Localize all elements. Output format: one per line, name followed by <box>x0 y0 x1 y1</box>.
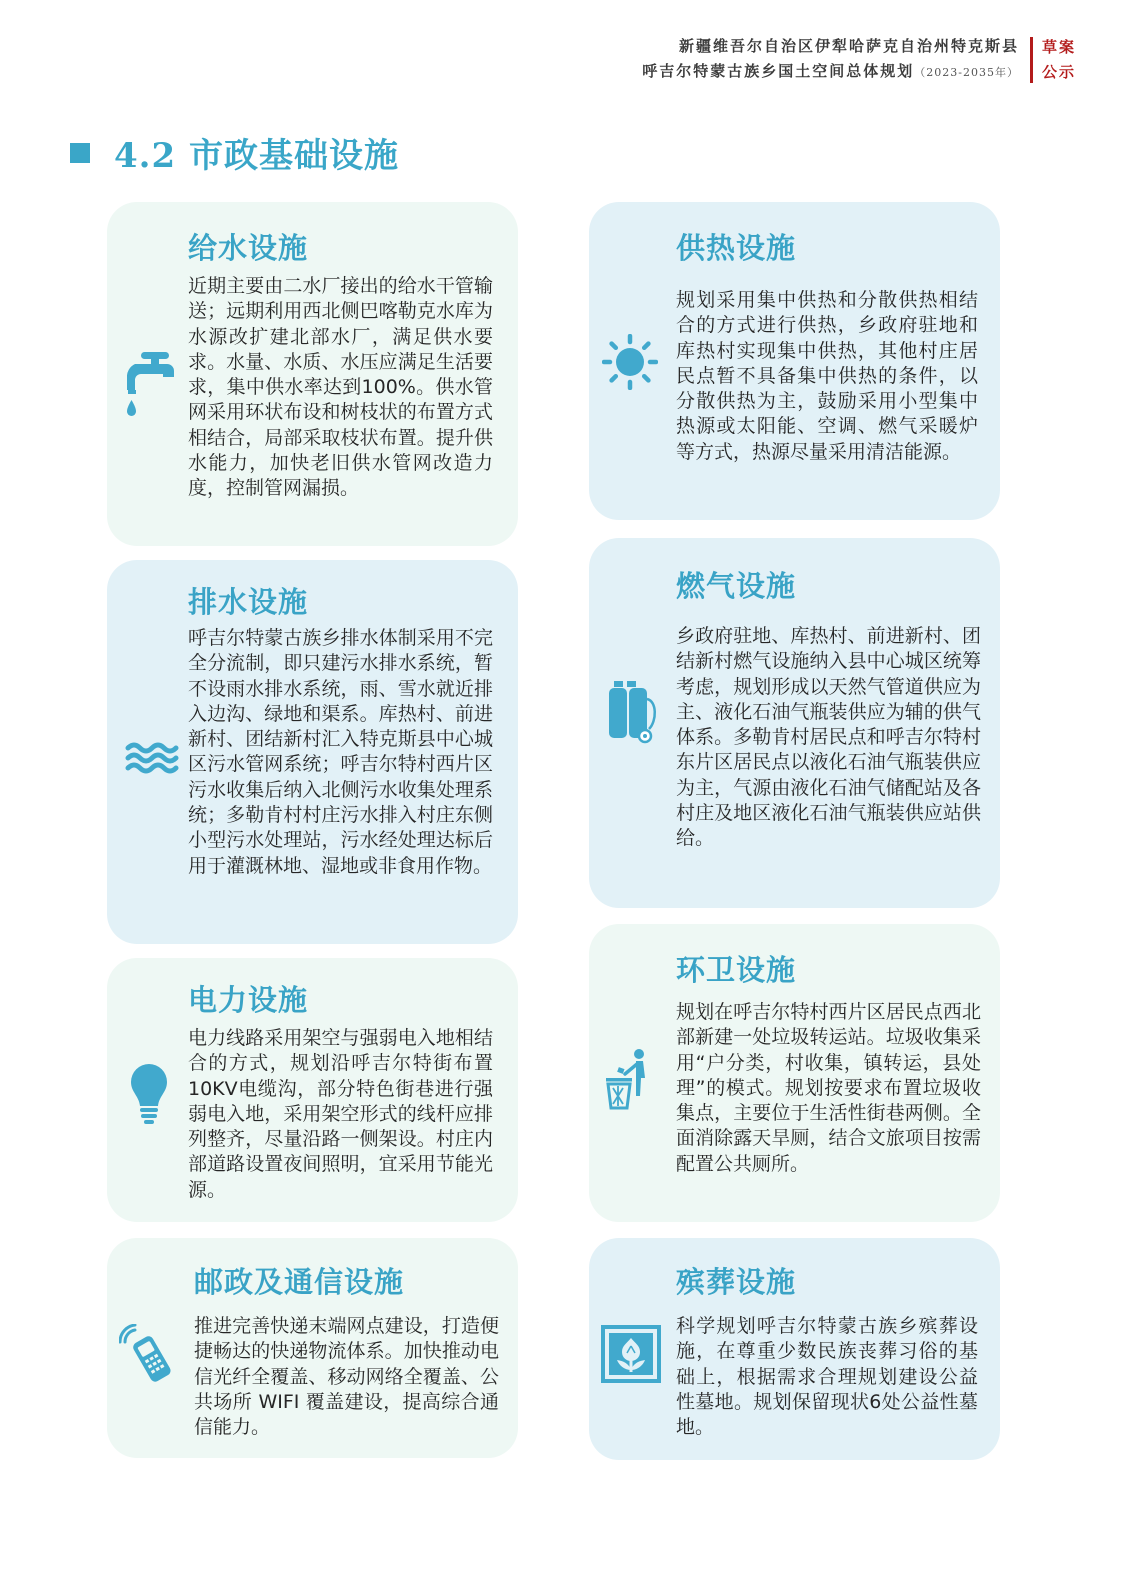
report-title <box>642 34 1019 85</box>
gas-cylinder-icon <box>607 681 657 745</box>
card-title: 殡葬设施 <box>676 1265 797 1299</box>
draft-tag <box>1042 35 1076 85</box>
card-water-supply <box>107 202 518 546</box>
card-title: 排水设施 <box>188 585 309 619</box>
card-telecom <box>107 1238 518 1458</box>
section-square-marker <box>70 143 90 163</box>
card-body: 呼吉尔特蒙古族乡排水体制采用不完全分流制，即只建污水排水系统，暂不设雨水排水系统，雨、雪水就近排入边沟、绿地和渠系。库热村、前进新村、团结新村汇入特克斯县中心城区污水管网系统；呼吉尔特村西片区污水收集后纳入北侧污水收集处理系统；多勒肯村村庄污水排入村庄东侧小型污水处理站，污水经处理达标后用于灌溉林地、湿地或非食用作物。 <box>188 627 493 877</box>
card-drainage <box>107 560 518 944</box>
lightbulb-icon <box>129 1062 169 1126</box>
draft-tag-line2: 公示 <box>1041 62 1076 81</box>
phone-icon <box>119 1324 177 1386</box>
card-body: 乡政府驻地、库热村、前进新村、团结新村燃气设施纳入县中心城区统筹考虑，规划形成以天然气管道供应为主、液化石油气瓶装供应为辅的供气体系。多勒肯村居民点和呼吉尔特村东片区居民点以液化石油气瓶装供应为主，气源由液化石油气储配站及各村庄及地区液化石油气瓶装供应站供给。 <box>676 625 981 850</box>
card-title: 供热设施 <box>676 231 797 265</box>
card-body: 近期主要由二水厂接出的给水干管输送；远期利用西北侧巴喀勒克水库为水源改扩建北部水厂，满足供水要求。水量、水质、水压应满足生活要求，集中供水率达到100%。供水管网采用环状布设和树枝状的布置方式相结合，局部采取枝状布置。提升供水能力，加快老旧供水管网改造力度，控制管网漏损。 <box>188 275 493 500</box>
card-power <box>107 958 518 1222</box>
section-title: 4.2 市政基础设施 <box>114 136 399 176</box>
draft-tag-line1: 草案 <box>1041 37 1076 56</box>
report-title-line2 <box>642 59 1019 85</box>
card-gas <box>589 538 1000 908</box>
card-funeral <box>589 1238 1000 1460</box>
card-heating <box>589 202 1000 520</box>
report-title-line1: 新疆维吾尔自治区伊犁哈萨克自治州特克斯县 <box>678 37 1019 55</box>
card-body: 规划采用集中供热和分散供热相结合的方式进行供热，乡政府驻地和库热村实现集中供热，其他村庄居民点暂不具备集中供热的条件，以分散供热为主，鼓励采用小型集中热源或太阳能、空调、燃气采暖炉等方式，热源尽量采用清洁能源。 <box>676 289 978 463</box>
card-body: 电力线路采用架空与强弱电入地相结合的方式，规划沿呼吉尔特街布置10KV电缆沟，部分特色街巷进行强弱电入地，采用架空形式的线杆应排列整齐，尽量沿路一侧架设。村庄内部道路设置夜间照明，宜采用节能光源。 <box>188 1027 493 1201</box>
trash-bin-icon <box>603 1048 657 1110</box>
card-body: 推进完善快递末端网点建设，打造便捷畅达的快递物流体系。加快推动电信光纤全覆盖、移动网络全覆盖、公共场所 WIFI 覆盖建设，提高综合通信能力。 <box>194 1315 499 1439</box>
section-heading <box>70 128 399 177</box>
card-title: 给水设施 <box>188 231 309 265</box>
card-body: 规划在呼吉尔特村西片区居民点西北部新建一处垃圾转运站。垃圾收集采用“户分类，村收集，镇转运，县处理”的模式。规划按要求布置垃圾收集点，主要位于生活性街巷两侧。全面消除露天旱厕，结合文旅项目按需配置公共厕所。 <box>676 1001 981 1175</box>
card-title: 环卫设施 <box>676 953 797 987</box>
header-divider <box>1030 37 1033 83</box>
card-title: 邮政及通信设施 <box>194 1265 405 1299</box>
faucet-icon <box>127 350 177 418</box>
card-body: 科学规划呼吉尔特蒙古族乡殡葬设施，在尊重少数民族丧葬习俗的基础上，根据需求合理规划建设公益性墓地。规划保留现状6处公益性墓地。 <box>676 1315 978 1439</box>
flower-icon <box>600 1324 662 1384</box>
report-title-line2-text: 呼吉尔特蒙古族乡国土空间总体规划 <box>642 62 915 80</box>
card-title: 燃气设施 <box>676 569 797 603</box>
page-header <box>642 34 1076 85</box>
card-sanitation <box>589 924 1000 1222</box>
report-years: （2023-2035年） <box>914 66 1019 79</box>
card-title: 电力设施 <box>188 983 309 1017</box>
sun-icon <box>602 334 658 390</box>
wave-icon <box>125 740 181 774</box>
